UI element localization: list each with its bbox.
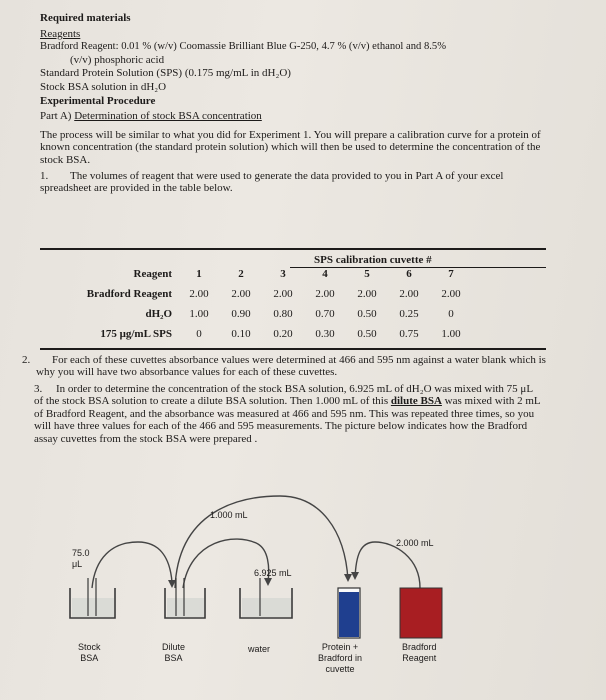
step3-paragraph [34,383,544,445]
label-dilute-bsa [162,642,185,664]
protein-label-1: Protein + [321,642,359,652]
table-cell: 0.75 [399,328,419,340]
volume-label-75 [72,548,90,570]
volume-label-2000: 2.000 mL [396,538,434,548]
label-bradford-reagent [402,642,437,664]
table-cell: 0.50 [357,308,377,320]
dilute-bsa-emphasis: dilute BSA [390,395,442,408]
sps-line: Standard Protein Solution (SPS) (0.175 mg/mL in dH₂O) [40,67,291,79]
table-cell: 0.50 [357,328,377,340]
bradford-reagent-line: Bradford Reagent: 0.01 % (w/v) Coomassie Brilliant Blue G-250, 4.7 % (v/v) ethanol and 8.5% [40,41,447,52]
table-cell: 0.80 [273,308,293,320]
protein-label-3: cuvette [325,664,355,674]
table-cell: 1.00 [189,308,209,320]
table-bottom-rule [40,348,546,350]
dilute-label-1: Dilute [162,642,186,652]
step1-paragraph: The volumes of reagent that were used to generate the data provided to you in Part A of your excel spreadsheet are provided in the table below. [40,170,504,195]
row-label: dH₂O [145,308,172,320]
column-header: 2 [238,268,244,280]
table-cell: 0.30 [315,328,335,340]
label-water: water [248,644,271,654]
step1-number: 1. [40,170,49,182]
table-cell: 2.00 [357,288,377,300]
step2-number: 2. [22,354,31,366]
table-cell: 0 [196,328,202,340]
reagent-label-1: Bradford [402,642,437,652]
part-a-title [40,110,262,122]
part-a-title-text: Determination of stock BSA concentration [74,110,262,122]
sps-calibration-header: SPS calibration cuvette # [314,254,432,266]
reagent-column-header: Reagent [133,268,172,280]
transfer-arrow-water [183,539,269,588]
table-row [60,284,472,304]
table-cell: 0 [448,308,454,320]
intro-paragraph: The process will be similar to what you did for Experiment 1. You will prepare a calibration curve for a protein of known concentration (the standard protein solution) which will then be used to determine the concentration of the stock BSA. [40,129,541,166]
bradford-reagent-line-cont: (v/v) phosphoric acid [70,54,165,66]
column-header: 1 [196,268,202,280]
row-label: Bradford Reagent [86,288,172,300]
table-top-rule [40,248,546,250]
assay-diagram [0,470,606,700]
column-header: 3 [280,268,286,280]
column-header: 6 [406,268,412,280]
bradford-assay-figure [0,470,606,700]
row-label: 175 μg/mL SPS [100,328,172,340]
table-cell: 0.10 [231,328,251,340]
table-cell: 0.90 [231,308,251,320]
volume-75-value: 75.0 [72,548,90,558]
part-a-prefix: Part A) [40,110,75,122]
table-cell: 2.00 [189,288,209,300]
table-cell: 0.25 [399,308,419,320]
stock-label-1: Stock [78,642,101,652]
bradford-reagent-container [400,588,442,638]
reagent-label-2: Reagent [402,653,437,663]
table-cell: 2.00 [441,288,461,300]
step3-number: 3. [34,383,43,395]
label-stock-bsa [78,642,101,664]
table-row [60,324,472,344]
calibration-table [60,264,472,344]
experimental-procedure-heading: Experimental Procedure [40,95,156,107]
table-cell: 2.00 [399,288,419,300]
stock-bsa-line: Stock BSA solution in dH₂O [40,81,167,93]
transfer-arrow-stock [92,542,172,588]
step3-text-a: In order to determine the concentration of the stock BSA solution, 6.925 mL of dH₂O was mixed with 75 μL of the stock BSA solution to create a dilute BSA solution. Then 1.000 mL of this [34,383,533,408]
volume-label-1000: 1.000 mL [210,510,248,520]
protein-label-2: Bradford in [318,653,363,663]
step2-paragraph: For each of these cuvettes absorbance values were determined at 466 and 595 nm against a water blank which is why you will have two absorbance values for each of these cuvettes. [36,354,546,379]
column-header: 4 [322,268,328,280]
volume-75-unit: μL [72,559,83,569]
cuvette-blue-solution [339,592,359,637]
dilute-label-2: BSA [164,653,183,663]
column-header: 5 [364,268,370,280]
column-header: 7 [448,268,454,280]
step3-text-b: was mixed with 2 mL of Bradford Reagent, and the absorbance was measured at 466 and 595 nm. This was repeated three times, so you will have three values for each of the 466 and 595 measurements. The picture below indicates how the Bradford assay cuvettes from the stock BSA were prepared . [34,395,541,445]
label-protein-bradford [318,642,362,675]
required-materials-heading: Required materials [40,12,131,24]
reagents-heading: Reagents [40,28,81,40]
table-cell: 1.00 [441,328,461,340]
volume-label-6925: 6.925 mL [254,568,292,578]
table-cell: 0.70 [315,308,335,320]
table-row [60,304,472,324]
table-cell: 2.00 [315,288,335,300]
table-cell: 2.00 [231,288,251,300]
table-header-row [60,264,472,284]
stock-label-2: BSA [80,653,99,663]
table-cell: 0.20 [273,328,293,340]
table-cell: 2.00 [273,288,293,300]
